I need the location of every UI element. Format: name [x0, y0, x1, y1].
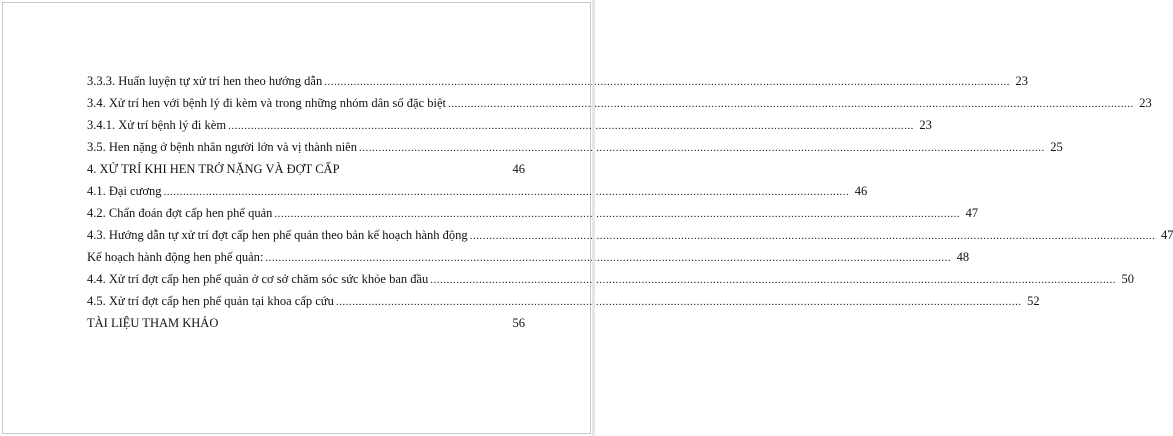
toc-entry-page: 56	[512, 316, 525, 330]
toc-entry-page: 46	[854, 184, 868, 198]
toc-entry-page: 47	[1160, 228, 1173, 242]
toc-entry[interactable]	[87, 268, 1135, 290]
toc-entry-page: 47	[965, 206, 979, 220]
toc-entry[interactable]	[87, 312, 525, 334]
toc-entry[interactable]	[87, 290, 1040, 312]
toc-dot-leader	[448, 93, 1134, 115]
toc-dot-leader	[324, 71, 1010, 93]
toc-entry-title: 4.2. Chẩn đoán đợt cấp hen phế quản	[87, 206, 273, 220]
toc-dot-leader	[228, 115, 914, 137]
toc-entry-page: 46	[512, 162, 525, 176]
toc-entry-page: 23	[1015, 74, 1028, 88]
toc-entry[interactable]	[87, 202, 979, 224]
toc-entry[interactable]	[87, 92, 1152, 114]
toc-entry[interactable]	[87, 136, 1063, 158]
toc-entry[interactable]	[87, 180, 868, 202]
toc-entry[interactable]	[87, 224, 1173, 246]
page-edge	[592, 0, 595, 436]
toc-entry-title: 3.4.1. Xử trí bệnh lý đi kèm	[87, 118, 227, 132]
toc-entry-title: 3.3.3. Huấn luyện tự xử trí hen theo hướng dẫn	[87, 74, 323, 88]
toc-entry-title: 3.4. Xử trí hen với bệnh lý đi kèm và trong những nhóm dân số đặc biệt	[87, 96, 446, 110]
toc-dot-leader	[274, 203, 960, 225]
toc-entry-page: 50	[1121, 272, 1135, 286]
toc-entry-page: 23	[919, 118, 932, 132]
toc-entry-title: 4. XỬ TRÍ KHI HEN TRỞ NẶNG VÀ ĐỢT CẤP	[87, 162, 340, 176]
toc-entry-title: 4.3. Hướng dẫn tự xử trí đợt cấp hen phế quản theo bản kế hoạch hành động	[87, 228, 468, 242]
document-page	[2, 2, 1173, 434]
table-of-contents	[87, 70, 1173, 334]
toc-dot-leader	[336, 291, 1022, 313]
toc-entry-title: TÀI LIỆU THAM KHẢO	[87, 316, 219, 330]
toc-entry-title: 4.5. Xử trí đợt cấp hen phế quản tại khoa cấp cứu	[87, 294, 334, 308]
toc-dot-leader	[430, 269, 1116, 291]
toc-entry[interactable]	[87, 114, 932, 136]
toc-entry-page: 52	[1027, 294, 1040, 308]
toc-entry[interactable]	[87, 70, 1028, 92]
toc-entry-title: 4.4. Xử trí đợt cấp hen phế quản ở cơ sở chăm sóc sức khỏe ban đầu	[87, 272, 429, 286]
toc-dot-leader	[163, 181, 849, 203]
toc-entry-title: Kế hoạch hành động hen phế quản:	[87, 250, 264, 264]
toc-dot-leader	[359, 137, 1045, 159]
toc-entry-title: 4.1. Đại cương	[87, 184, 162, 198]
toc-dot-leader	[265, 247, 951, 269]
toc-entry-page: 48	[956, 250, 970, 264]
toc-dot-leader	[470, 225, 1156, 247]
toc-entry[interactable]	[87, 246, 970, 268]
toc-entry-page: 25	[1050, 140, 1063, 154]
toc-entry[interactable]	[87, 158, 525, 180]
toc-entry-title: 3.5. Hen nặng ở bệnh nhân người lớn và vị thành niên	[87, 140, 357, 154]
toc-entry-page: 23	[1139, 96, 1152, 110]
